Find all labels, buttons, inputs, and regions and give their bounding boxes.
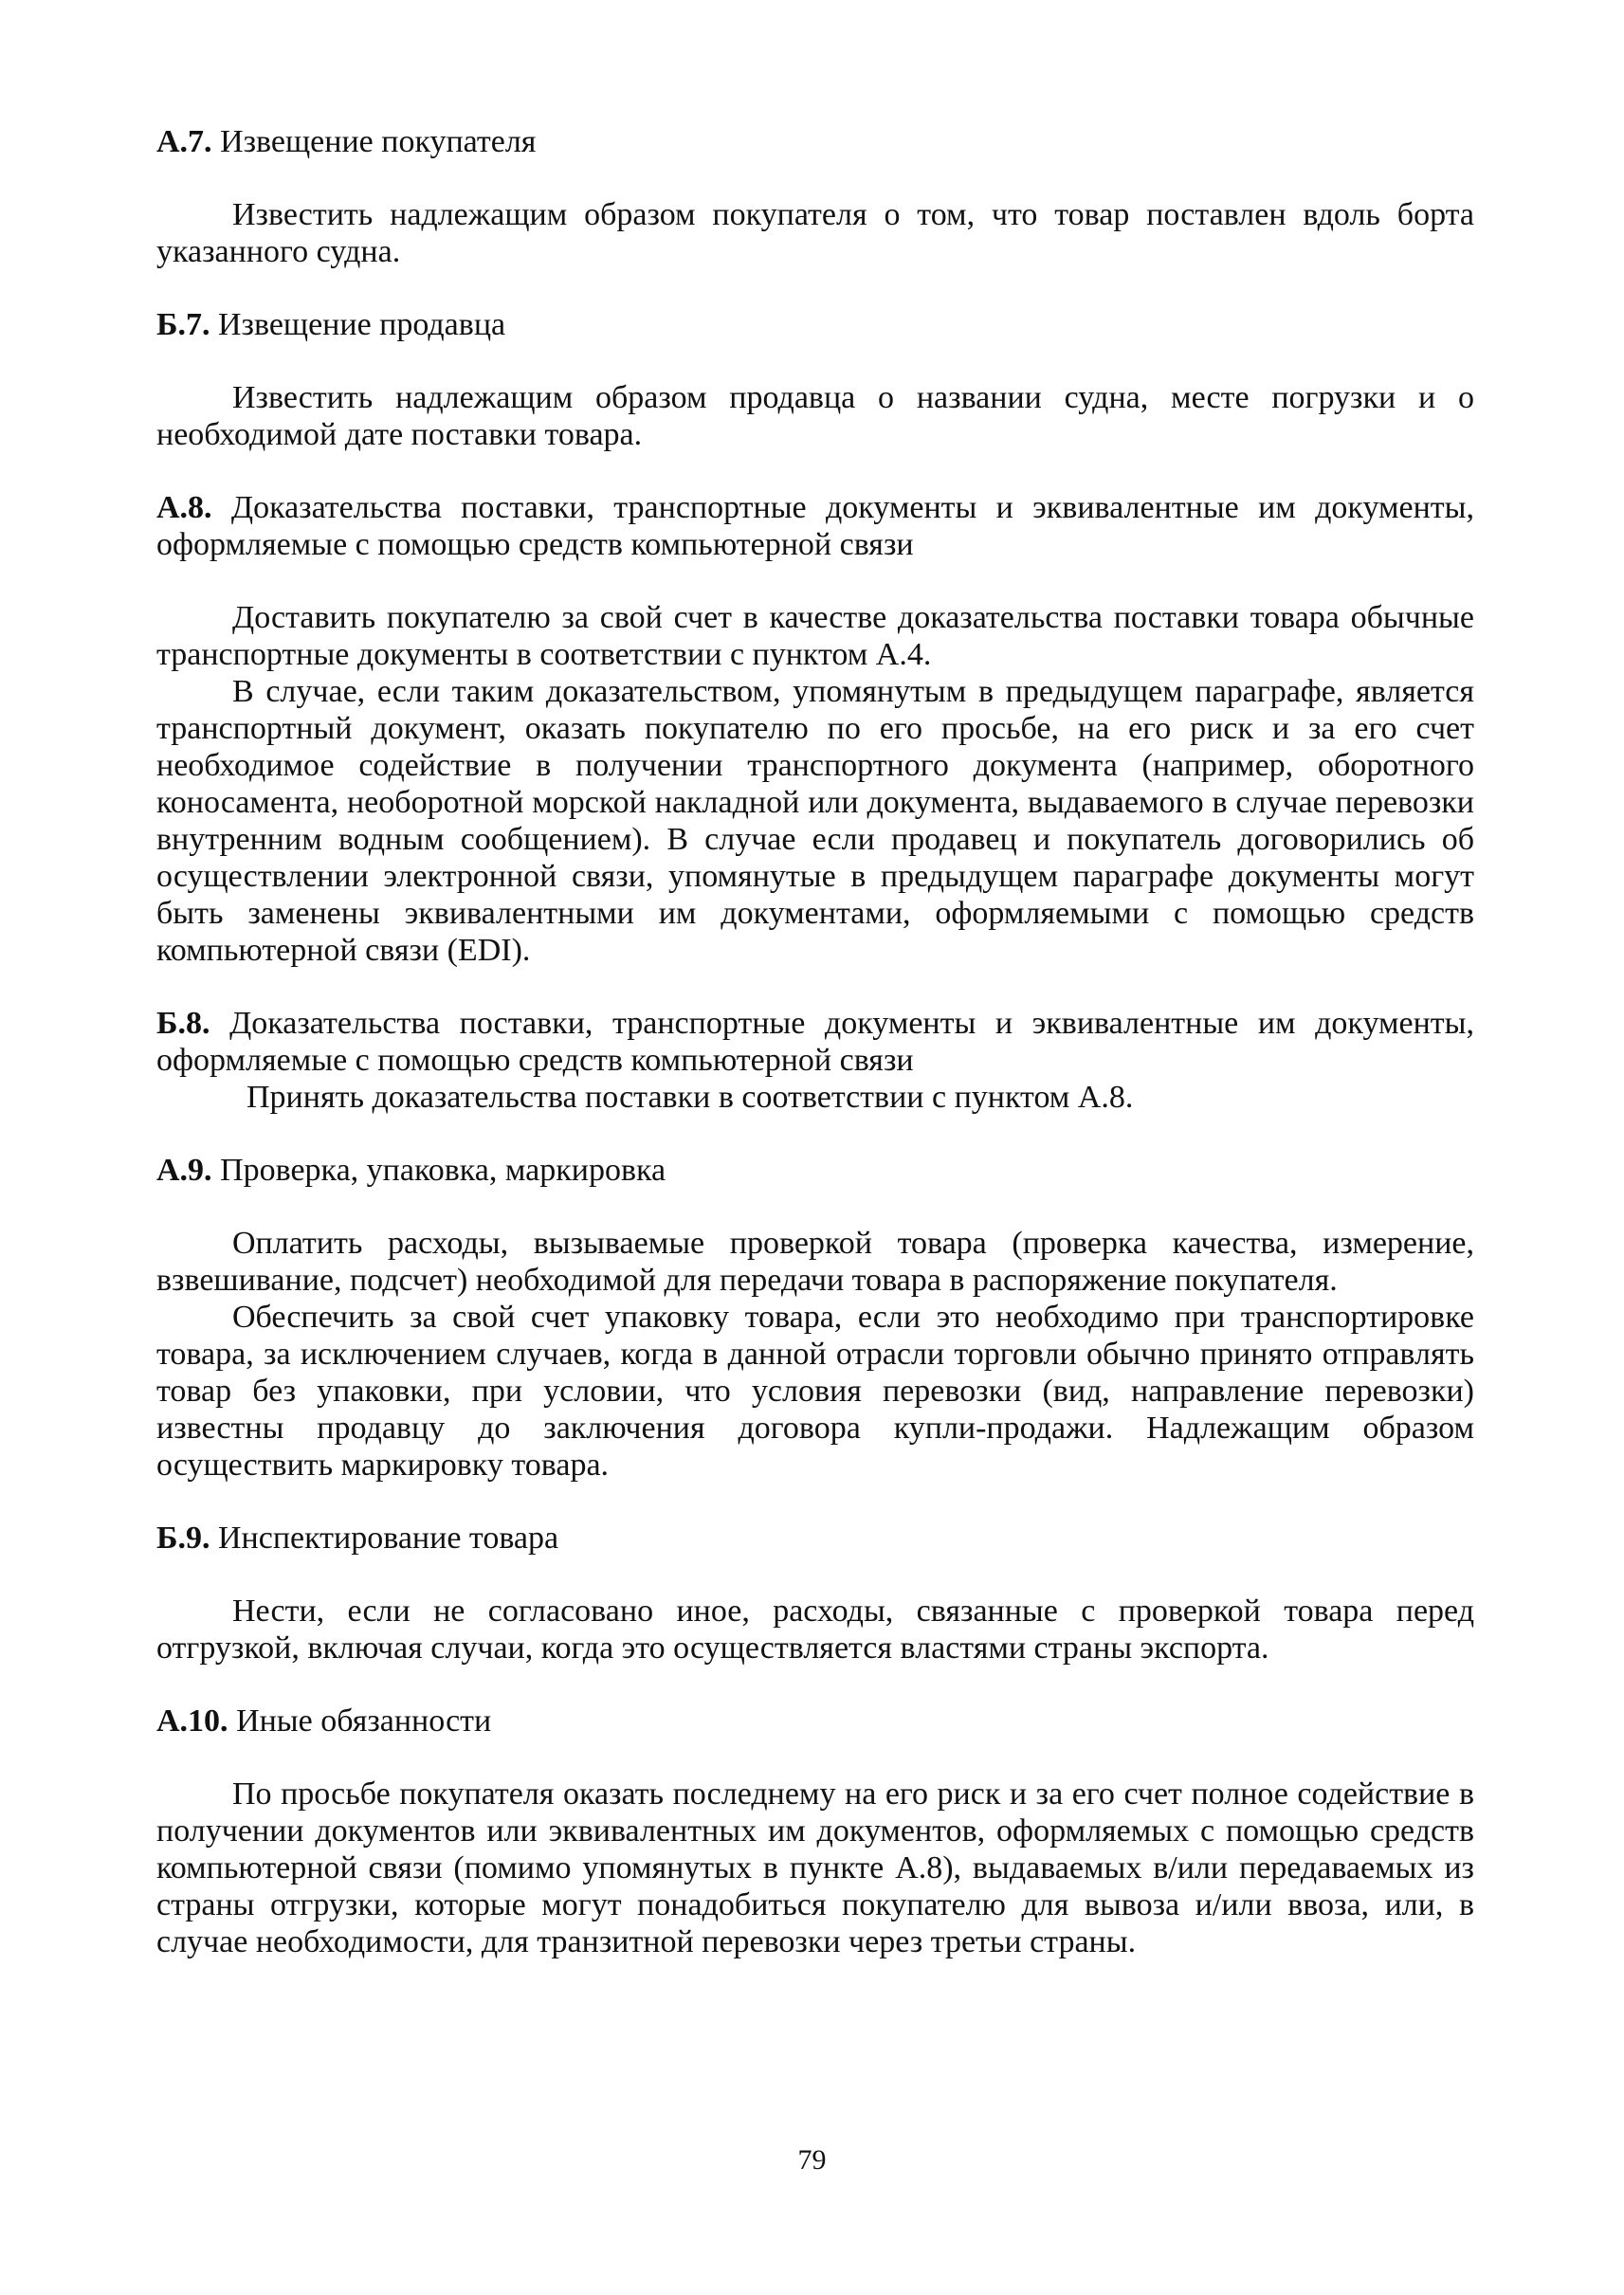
section-heading <box>156 1152 1474 1189</box>
section-code: А.7. <box>156 124 212 159</box>
section-a9 <box>156 1152 1474 1484</box>
section-code: Б.7. <box>156 307 210 342</box>
section-heading <box>156 1703 1474 1739</box>
paragraph: В случае, если таким доказательством, упомянутым в предыдущем параграфе, является транспортный документ, оказать покупателю по его просьбе, на его риск и за его счет необходимое содействие в получении транспортного документа (например, оборотного коносамента, необоротной морской накладной или документа, выдаваемого в случае перевозки внутренним водным сообщением). В случае если продавец и покупатель договорились об осуществлении электронной связи, упомянутые в предыдущем параграфе документы могут быть заменены эквивалентными им документами, оформляемыми с помощью средств компьютерной связи (EDI). <box>156 674 1474 968</box>
section-code: Б.8. <box>156 1006 210 1041</box>
section-title: Извещение продавца <box>217 307 506 342</box>
section-b9 <box>156 1520 1474 1667</box>
section-a7 <box>156 123 1474 270</box>
section-title: Доказательства поставки, транспортные документы и эквивалентные им документы, оформляемые с помощью средств компьютерной связи <box>156 1006 1475 1078</box>
section-heading <box>156 123 1474 160</box>
section-heading <box>156 1005 1474 1079</box>
section-title: Инспектирование товара <box>217 1521 559 1556</box>
section-code: А.9. <box>156 1153 212 1188</box>
paragraph: Доставить покупателю за свой счет в качестве доказательства поставки товара обычные транспортные документы в соответствии с пунктом А.4. <box>156 600 1474 672</box>
section-b8 <box>156 1005 1474 1116</box>
section-a8 <box>156 489 1474 969</box>
section-code: А.10. <box>156 1703 228 1739</box>
section-code: Б.9. <box>156 1521 210 1556</box>
paragraph: Принять доказательства поставки в соответствии с пунктом А.8. <box>246 1080 1134 1115</box>
section-a10 <box>156 1703 1474 1960</box>
section-heading <box>156 489 1474 563</box>
paragraph: Нести, если не согласовано иное, расходы, связанные с проверкой товара перед отгрузкой, включая случаи, когда это осуществляется властями страны экспорта. <box>156 1594 1474 1666</box>
section-title: Извещение покупателя <box>220 124 537 159</box>
section-code: А.8. <box>156 490 212 525</box>
paragraph: Оплатить расходы, вызываемые проверкой товара (проверка качества, измерение, взвешивание, подсчет) необходимой для передачи товара в распоряжение покупателя. <box>156 1226 1474 1298</box>
section-heading <box>156 306 1474 343</box>
section-b7 <box>156 306 1474 453</box>
page-number: 79 <box>797 2144 827 2176</box>
paragraph: Известить надлежащим образом покупателя о том, что товар поставлен вдоль борта указанного судна. <box>156 197 1474 269</box>
section-heading <box>156 1520 1474 1557</box>
paragraph: По просьбе покупателя оказать последнему на его риск и за его счет полное содействие в получении документов или эквивалентных им документов, оформляемых с помощью средств компьютерной связи (помимо упомянутых в пункте А.8), выдаваемых в/или передаваемых из страны отгрузки, которые могут понадобиться покупателю для вывоза и/или ввоза, или, в случае необходимости, для транзитной перевозки через третьи страны. <box>156 1776 1474 1959</box>
section-title: Доказательства поставки, транспортные документы и эквивалентные им документы, оформляемые с помощью средств компьютерной связи <box>156 490 1474 562</box>
paragraph: Обеспечить за свой счет упаковку товара, если это необходимо при транспортировке товара, за исключением случаев, когда в данной отрасли торговли обычно принято отправлять товар без упаковки, при условии, что условия перевозки (вид, направление перевозки) известны продавцу до заключения договора купли-продажи. Надлежащим образом осуществить маркировку товара. <box>156 1300 1474 1483</box>
section-title: Проверка, упаковка, маркировка <box>220 1153 666 1188</box>
document-page <box>156 123 1474 1960</box>
paragraph: Известить надлежащим образом продавца о названии судна, месте погрузки и о необходимой дате поставки товара. <box>156 380 1474 452</box>
section-title: Иные обязанности <box>236 1703 492 1739</box>
